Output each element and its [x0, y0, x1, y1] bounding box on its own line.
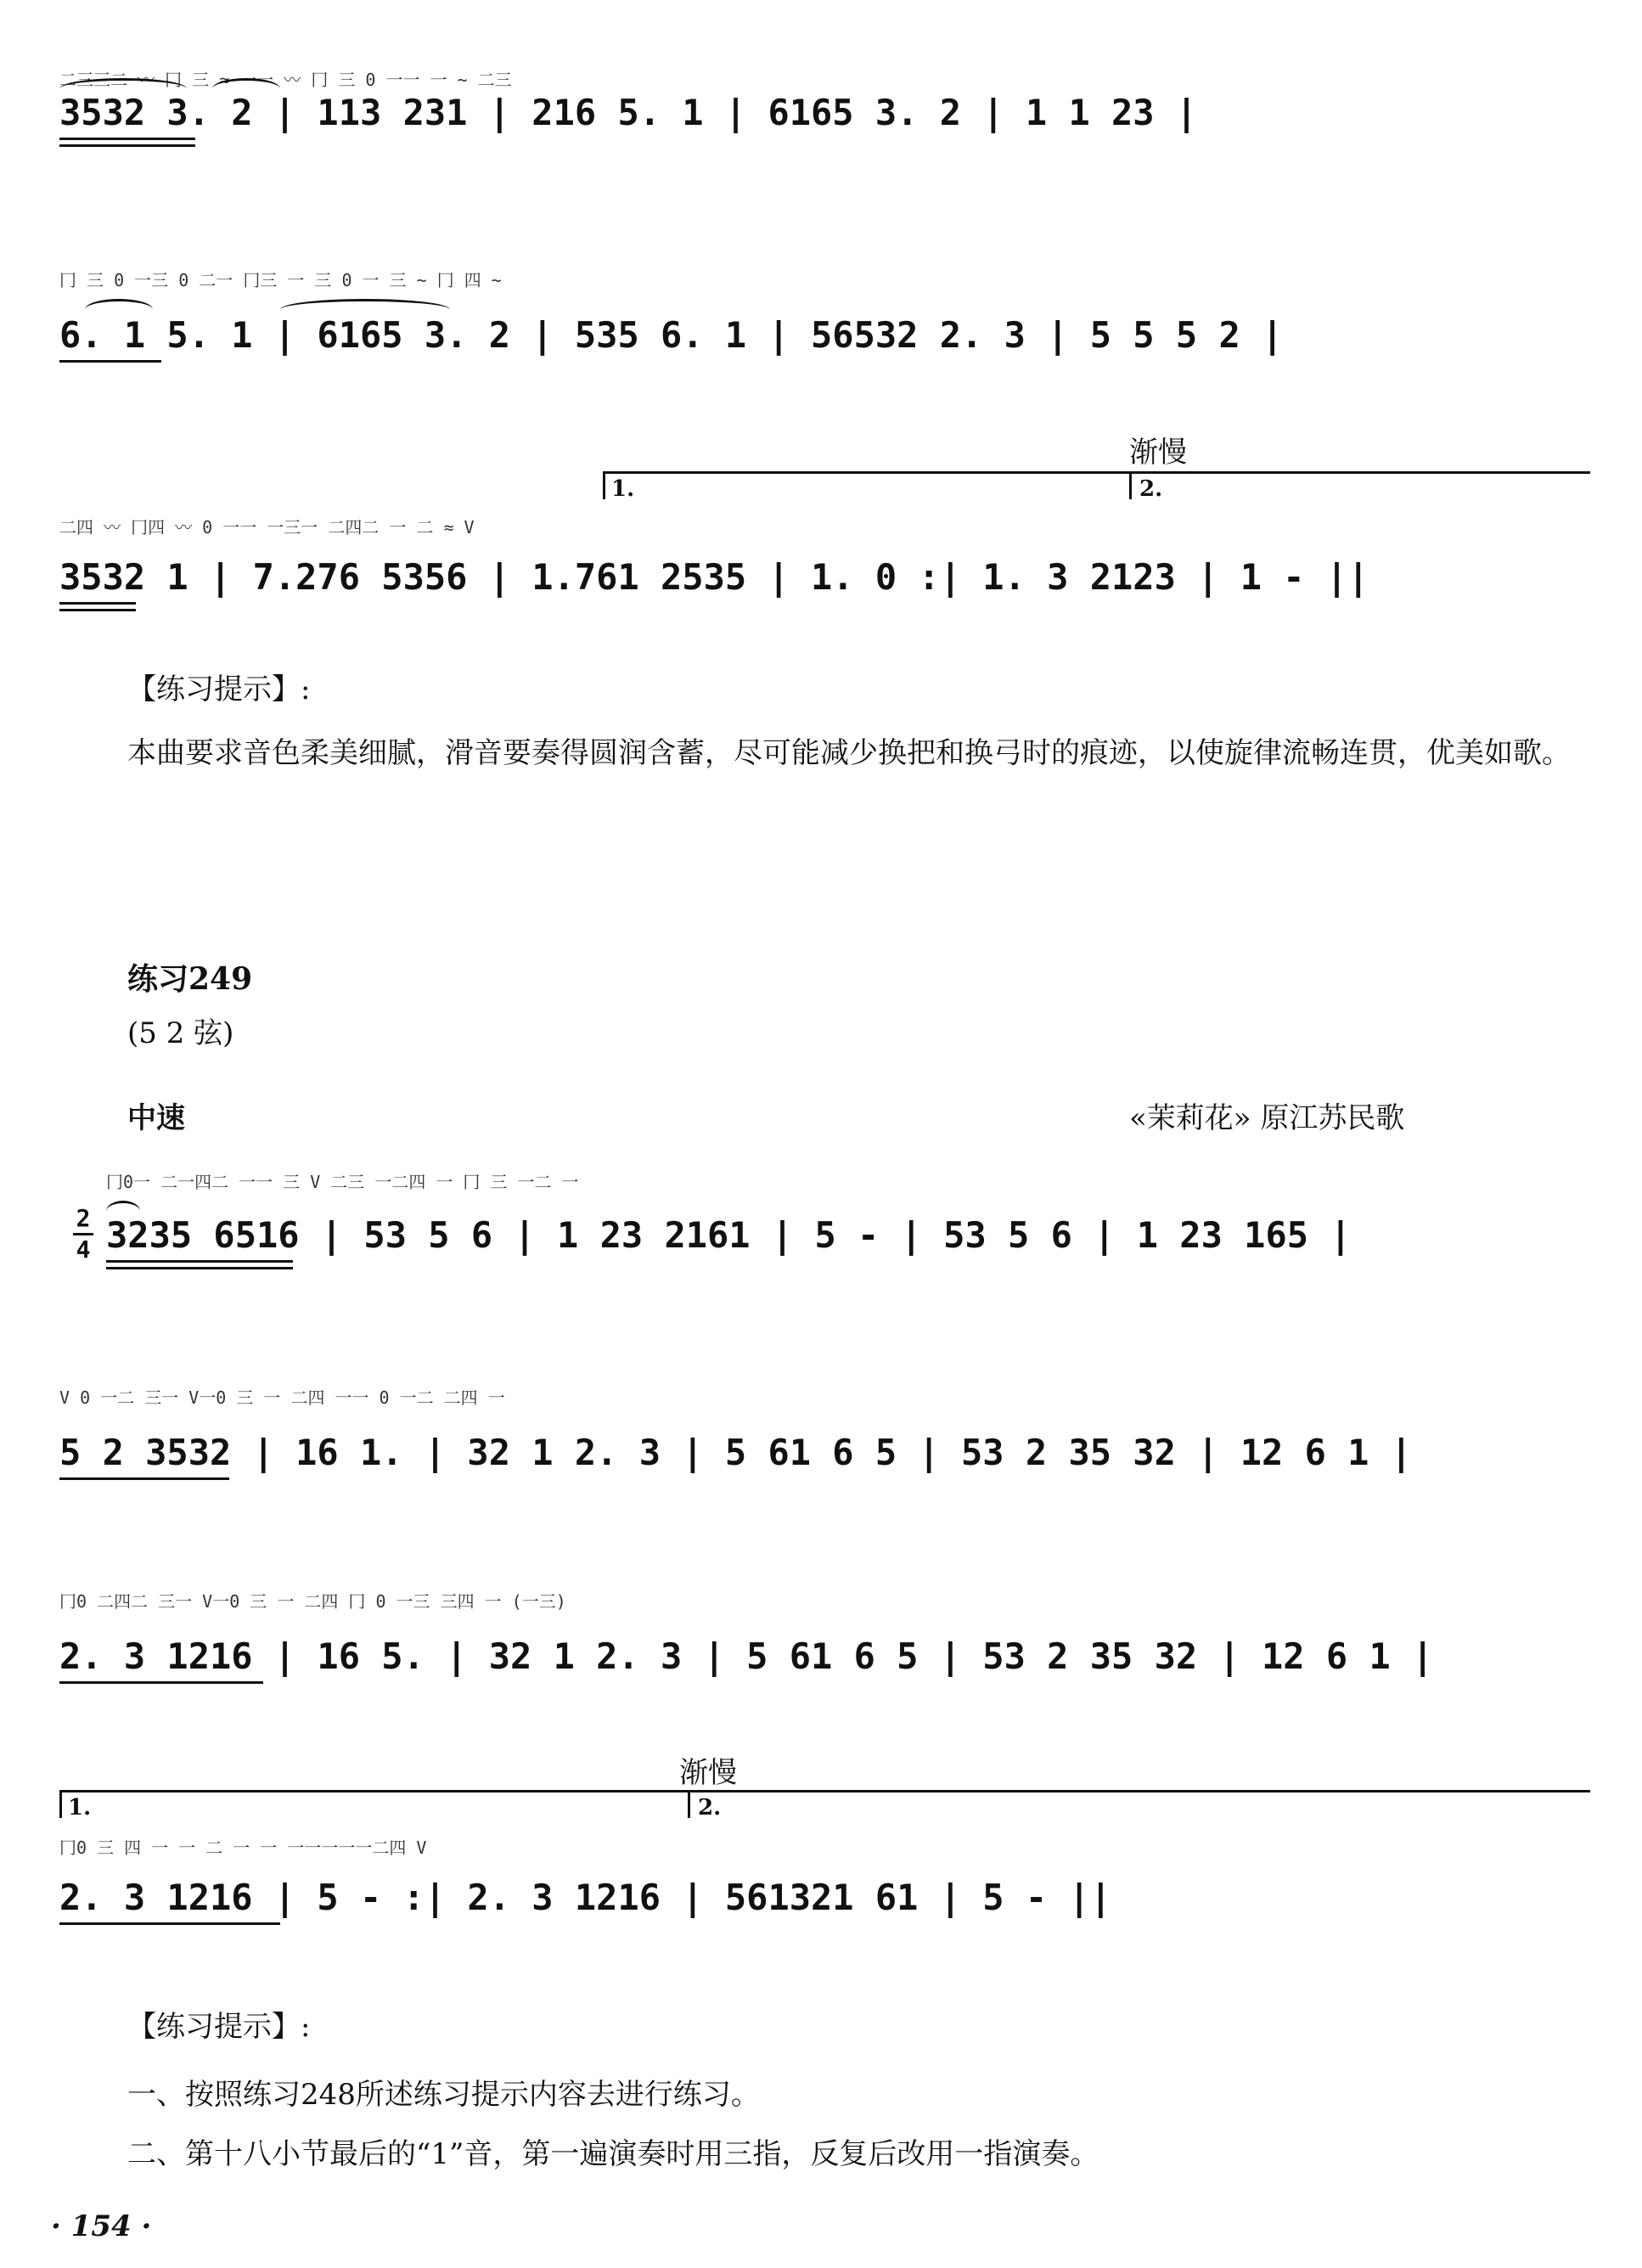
fingering-marks: 二四 〰 冂四 〰 0 一一 一三一 二四二 一 二 ≈ V — [59, 517, 475, 537]
score-top-line-2 — [59, 246, 1588, 374]
exercise-title: 练习249 — [127, 961, 253, 997]
page-number: · 154 · — [51, 2209, 152, 2243]
jianpu-notes: 2. 3 1216 | 16 5. | 32 1 2. 3 | 5 61 6 5 | 53 2 35 32 | 12 6 1 | — [59, 1635, 1434, 1677]
slur — [106, 1201, 140, 1222]
fingering-marks: 冂0 三 四 一 一 二 一 一 一一一一一二四 V — [59, 1837, 427, 1858]
fingering-marks: V 0 一二 三一 V一0 三 一 二四 一一 0 一二 二四 一 — [59, 1387, 505, 1408]
time-signature — [66, 1206, 100, 1263]
score-bottom-line-4 — [59, 1749, 1588, 1953]
fingering-marks: 冂0一 二一四二 一一 三 V 二三 一二四 一 冂 三 一二 一 — [106, 1172, 579, 1192]
score-top-line-1 — [59, 25, 1588, 161]
jianpu-notes: 6. 1 5. 1 | 6165 3. 2 | 535 6. 1 | 56532 2. 3 | 5 5 5 2 | — [59, 314, 1284, 356]
beam-underline — [59, 138, 195, 140]
slur — [212, 78, 280, 99]
score-top-line-3 — [59, 429, 1588, 633]
jianpu-notes: 3532 3. 2 | 113 231 | 216 5. 1 | 6165 3. 2 | 1 1 23 | — [59, 92, 1198, 133]
practice-hint-2-item-2: 二、第十八小节最后的“1”音，第一遍演奏时用三指，反复后改用一指演奏。 — [127, 2137, 1099, 2171]
beam-underline — [106, 1267, 293, 1269]
volta-bracket-2 — [1129, 471, 1590, 499]
beam-underline — [59, 602, 136, 605]
tempo-marking: 渐慢 — [679, 1756, 737, 1790]
time-signature-top: 2 — [76, 1204, 91, 1232]
score-bottom-line-1 — [106, 1155, 1592, 1299]
song-source: «茉莉花» 原江苏民歌 — [1129, 1101, 1405, 1135]
slur — [280, 299, 450, 320]
beam-underline — [59, 1477, 229, 1480]
volta-label-2: 2. — [698, 1795, 722, 1821]
jianpu-notes: 5 2 3532 | 16 1. | 32 1 2. 3 | 5 61 6 5 | 53 2 35 32 | 12 6 1 | — [59, 1432, 1413, 1473]
slur — [59, 78, 187, 99]
fingering-marks: 冂0 二四二 三一 V一0 三 一 二四 冂 0 一三 三四 一 (一三) — [59, 1591, 566, 1612]
slur — [85, 299, 153, 320]
practice-hint-body: 本曲要求音色柔美细腻，滑音要奏得圆润含蓄，尽可能减少换把和换弓时的痕迹，以使旋律流畅连贯，优美如歌。 — [127, 736, 1571, 770]
beam-underline — [59, 609, 136, 611]
beam-underline — [59, 1922, 280, 1925]
score-bottom-line-3 — [59, 1571, 1588, 1707]
jianpu-notes: 3235 6516 | 53 5 6 | 1 23 2161 | 5 - | 53 5 6 | 1 23 165 | — [106, 1214, 1352, 1256]
practice-hint-2-title: 【练习提示】: — [127, 2010, 311, 2044]
practice-hint-2-item-1: 一、按照练习248所述练习提示内容去进行练习。 — [127, 2078, 760, 2112]
jianpu-notes: 3532 1 | 7.276 5356 | 1.761 2535 | 1. 0 :| 1. 3 2123 | 1 - || — [59, 556, 1369, 598]
fingering-marks: 冂 三 0 一三 0 二一 冂三 一 三 0 一 三 ~ 冂 四 ~ — [59, 270, 502, 290]
volta-bracket-1 — [603, 471, 1132, 499]
tempo-marking: 渐慢 — [1129, 436, 1187, 470]
volta-label-2: 2. — [1139, 476, 1163, 502]
fingering-marks: 二三三二 〰 冂 三 ≈ 一一 〰 冂 三 0 一一 一 ~ 二三 — [59, 70, 512, 90]
volta-label-1: 1. — [611, 476, 635, 502]
beam-underline — [59, 1681, 263, 1684]
practice-hint-title: 【练习提示】: — [127, 673, 311, 706]
volta-bracket-1 — [59, 1790, 690, 1818]
jianpu-notes: 2. 3 1216 | 5 - :| 2. 3 1216 | 561321 61 | 5 - || — [59, 1877, 1112, 1918]
time-signature-bottom: 4 — [76, 1235, 91, 1263]
score-bottom-line-2 — [59, 1367, 1588, 1503]
string-tuning: (5 2 弦) — [127, 1016, 234, 1050]
volta-bracket-2 — [688, 1790, 1590, 1818]
beam-underline — [106, 1260, 293, 1263]
beam-underline — [59, 360, 161, 363]
tempo-label: 中速 — [127, 1101, 185, 1135]
volta-label-1: 1. — [68, 1795, 92, 1821]
beam-underline — [59, 144, 195, 147]
